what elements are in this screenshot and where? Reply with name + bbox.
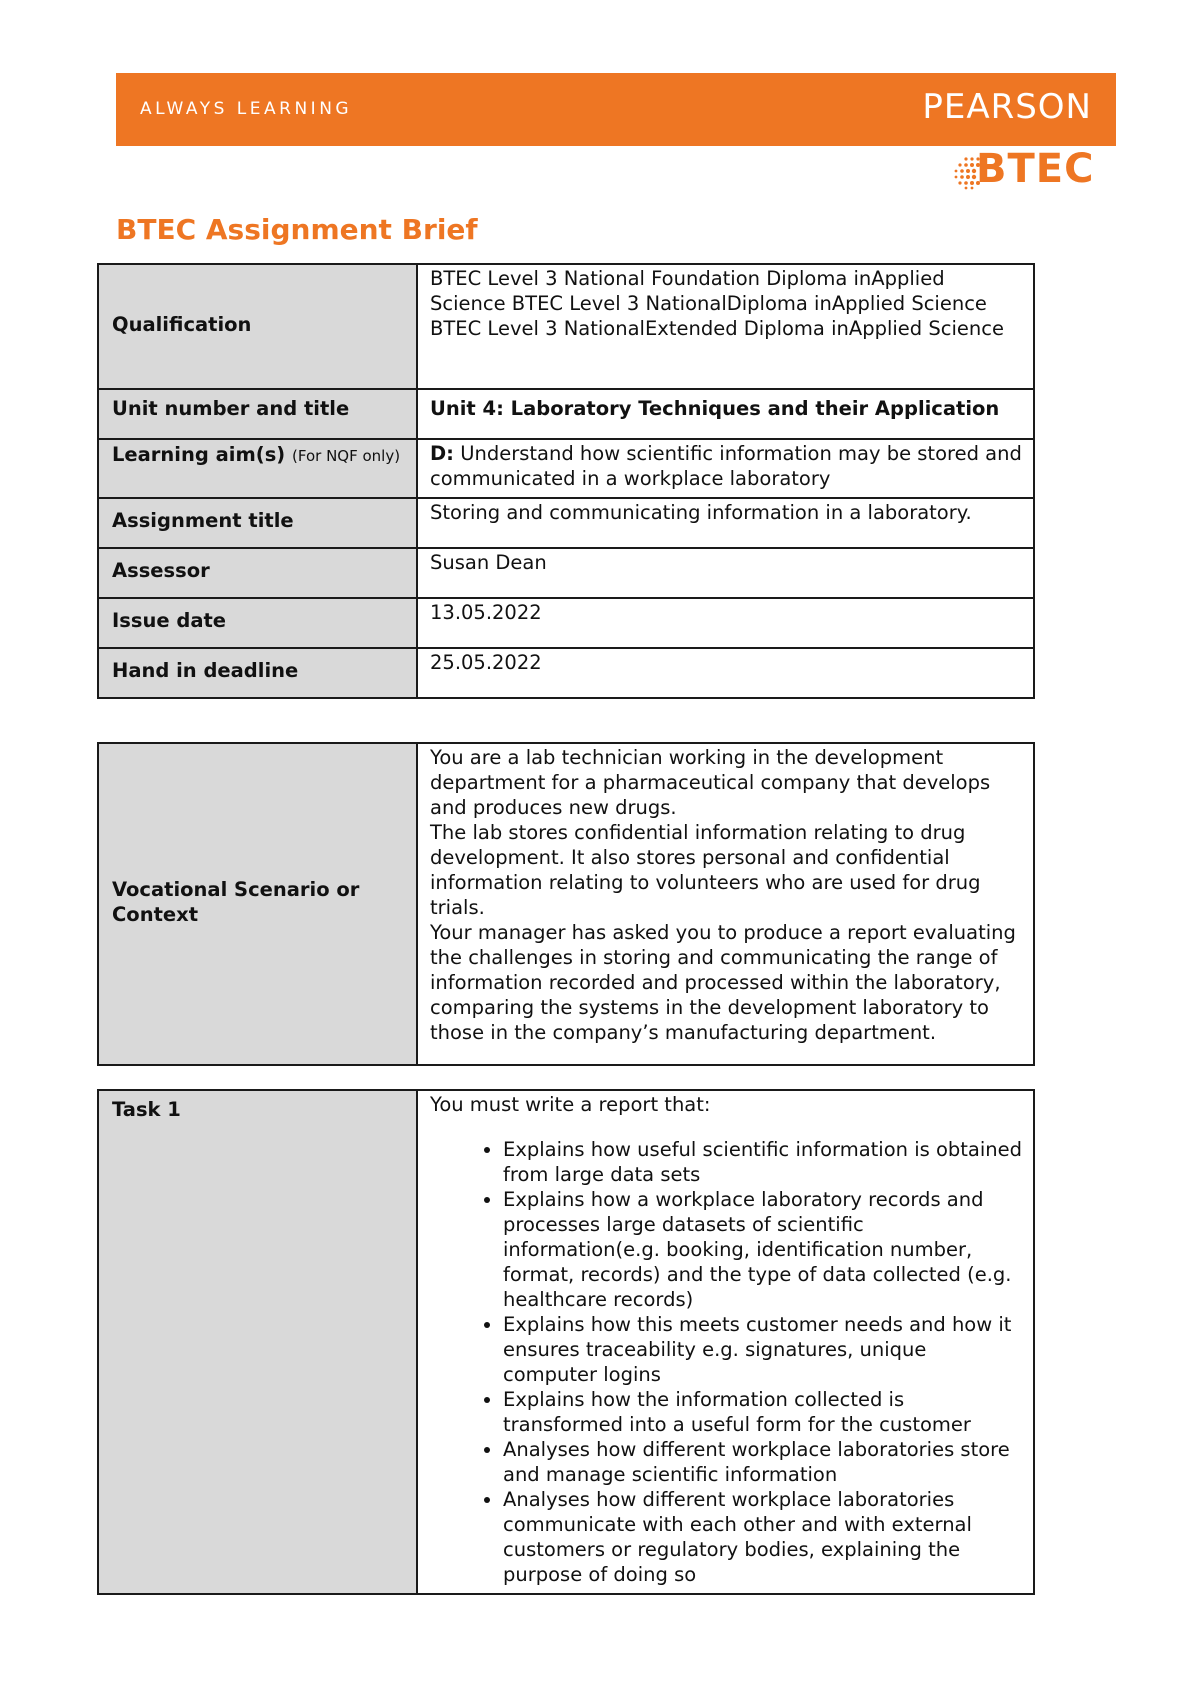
- scenario-paragraph: You are a lab technician working in the development department for a pharmaceutical company that develops and produces new drugs.: [430, 746, 991, 819]
- table-row: [98, 498, 1034, 548]
- details-table: [97, 263, 1035, 699]
- issue-date-value: 13.05.2022: [417, 598, 1034, 648]
- issue-date-label: Issue date: [98, 598, 417, 648]
- pearson-logo: PEARSON: [922, 87, 1092, 127]
- scenario-table: [97, 742, 1035, 1066]
- learning-aim-label-text: Learning aim(s): [112, 443, 286, 466]
- list-item: • Analyses how different workplace laboratories store and manage scientific information: [503, 1437, 1023, 1487]
- assessor-value: Susan Dean: [417, 548, 1034, 598]
- task-intro: You must write a report that:: [430, 1093, 711, 1116]
- scenario-paragraph: Your manager has asked you to produce a report evaluating the challenges in storing and communicating the range of information recorded and processed within the laboratory, comparing the systems in the development laboratory to those in the company’s manufacturing department.: [430, 921, 1016, 1044]
- list-item: • Explains how useful scientific information is obtained from large data sets: [503, 1137, 1023, 1187]
- task-label: Task 1: [98, 1090, 417, 1594]
- scenario-text: [417, 743, 1034, 1065]
- scenario-label: Vocational Scenario or Context: [98, 743, 417, 1065]
- deadline-label: Hand in deadline: [98, 648, 417, 698]
- assignment-title-label: Assignment title: [98, 498, 417, 548]
- list-item: • Explains how this meets customer needs and how it ensures traceability e.g. signatures, unique computer logins: [503, 1312, 1023, 1387]
- tagline: ALWAYS LEARNING: [140, 99, 353, 119]
- table-row: [98, 598, 1034, 648]
- learning-aim-label: [98, 439, 417, 498]
- table-row: [98, 743, 1034, 1065]
- qualification-line: BTEC Level 3 NationalExtended Diploma inApplied Science: [430, 317, 1004, 340]
- task-list: [430, 1137, 1023, 1587]
- table-row: [98, 264, 1034, 389]
- unit-label: Unit number and title: [98, 389, 417, 439]
- qualification-line: Science BTEC Level 3 NationalDiploma inApplied Science: [430, 292, 987, 315]
- assignment-title-value: Storing and communicating information in a laboratory.: [417, 498, 1034, 548]
- list-item: • Analyses how different workplace laboratories communicate with each other and with external customers or regulatory bodies, explaining the purpose of doing so: [503, 1487, 1023, 1587]
- task-table: [97, 1089, 1035, 1595]
- qualification-label: Qualification: [98, 264, 417, 389]
- scenario-paragraph: The lab stores confidential information relating to drug development. It also stores personal and confidential information relating to volunteers who are used for drug trials.: [430, 821, 981, 919]
- task-body: [417, 1090, 1034, 1594]
- list-item: • Explains how the information collected is transformed into a useful form for the customer: [503, 1387, 1023, 1437]
- learning-aim-value: [417, 439, 1034, 498]
- qualification-value: [417, 264, 1034, 389]
- assessor-label: Assessor: [98, 548, 417, 598]
- learning-aim-note: (For NQF only): [292, 447, 401, 465]
- list-item: • Explains how a workplace laboratory records and processes large datasets of scientific information(e.g. booking, identification number, format, records) and the type of data collected (e.g. healthcare records): [503, 1187, 1023, 1312]
- unit-value: Unit 4: Laboratory Techniques and their Application: [417, 389, 1034, 439]
- page-title: BTEC Assignment Brief: [116, 213, 478, 246]
- header-banner: [116, 73, 1116, 146]
- table-row: [98, 389, 1034, 439]
- table-row: [98, 1090, 1034, 1594]
- learning-aim-code: D:: [430, 442, 454, 465]
- table-row: [98, 548, 1034, 598]
- btec-wordmark: BTEC: [976, 146, 1095, 192]
- btec-logo: [946, 146, 1116, 198]
- table-row: [98, 648, 1034, 698]
- deadline-value: 25.05.2022: [417, 648, 1034, 698]
- table-row: [98, 439, 1034, 498]
- learning-aim-text: Understand how scientific information may be stored and communicated in a workplace laboratory: [430, 442, 1022, 490]
- qualification-line: BTEC Level 3 National Foundation Diploma inApplied: [430, 267, 945, 290]
